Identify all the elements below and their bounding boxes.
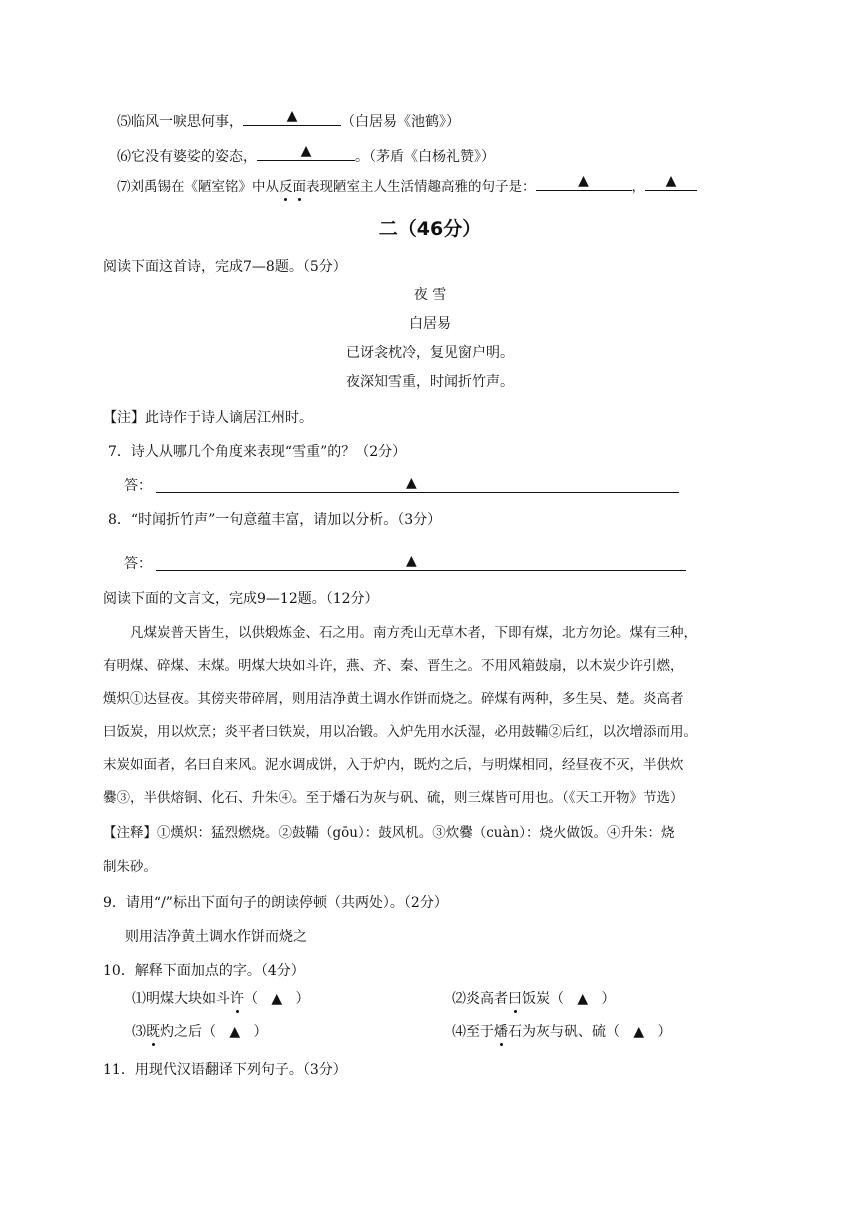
poem-line-2: 夜深知雪重，时闻折竹声。 [346,374,514,390]
item-text: ） [601,991,616,1007]
dotted-char: 燔 [494,1024,508,1040]
passage-line: 熯炽①达昼夜。其傍夹带碎屑，则用洁净黄土调水作饼而烧之。碎煤有两种，多生吴、楚。炎高者 [103,691,684,707]
passage-line: 凡煤炭普天皆生，以供煅炼金、石之用。南方秃山无草木者，下即有煤，北方勿论。煤有三种， [130,625,697,641]
question-7: 7．诗人从哪几个角度来表现“雪重”的？（2分） [108,444,407,460]
item-text: ） [657,1024,672,1040]
poem-note: 【注】此诗作于诗人谪居江州时。 [103,410,313,426]
item-text: ⑵炎高者 [452,991,508,1007]
annotation-line: 【注释】①熯炽：猛烈燃烧。②鼓鞴（gōu）：鼓风机。③炊爨（cuàn）：烧火做饭。④升朱：烧 [103,825,675,841]
poem-title: 夜 雪 [413,287,447,303]
item-text: 饭炭（ [522,991,564,1007]
fill-item-7 [117,173,697,197]
separator: ， [631,179,645,195]
answer-blank[interactable]: ▲ [243,108,341,126]
question-9-sentence: 则用洁净黄土调水作饼而烧之 [125,929,307,945]
item-text: 灼之后（ [160,1024,216,1040]
q10-item-1 [132,989,310,1009]
poem-instruction: 阅读下面这首诗，完成7—8题。（5分） [103,259,347,275]
answer-marker[interactable]: ▲ [271,991,283,1007]
answer-blank[interactable]: ▲ [536,173,632,191]
classical-instruction: 阅读下面的文言文，完成9—12题。（12分） [103,591,379,607]
answer-line[interactable] [156,492,679,493]
dotted-char: 曰 [508,991,522,1007]
dotted-char: 反 [279,179,293,195]
q10-item-3 [132,1022,268,1042]
item-5-text: ⑸临风一唳思何事， [117,114,243,130]
answer-marker: ▲ [406,475,417,491]
passage-line: 末炭如面者，名曰自来风。泥水调成饼，入于炉内，既灼之后，与明煤相同，经昼夜不灭，半供炊 [103,757,684,773]
passage-line: 曰饭炭，用以炊烹；炎平者曰铁炭，用以冶锻。入炉先用水沃湿，必用鼓鞴②后红，以次增添而用。 [103,724,697,740]
poem-line-1: 已讶衾枕冷，复见窗户明。 [346,345,514,361]
answer-blank[interactable]: ▲ [645,173,697,191]
item-text: （ [244,991,258,1007]
item-7-text-2: 表现陋室主人生活情趣高雅的句子是： [306,179,536,195]
item-text: ⑴明煤大块如斗 [132,991,230,1007]
answer-label: 答： [124,478,152,494]
item-7-text: ⑺刘禹锡在《陋室铭》中从 [117,179,279,195]
item-6-source: 。（茅盾《白杨礼赞》） [355,149,495,165]
answer-marker[interactable]: ▲ [633,1024,645,1040]
item-text: ） [295,991,310,1007]
item-6-text: ⑹它没有婆娑的姿态， [117,149,257,165]
poem-author: 白居易 [409,316,451,332]
fill-item-5 [117,108,460,132]
item-text: ⑶ [132,1024,146,1040]
q10-item-4 [452,1022,672,1042]
annotation-line: 制朱砂。 [103,859,157,875]
question-10: 10．解释下面加点的字。（4分） [103,963,305,979]
question-11: 11．用现代汉语翻译下列句子。（3分） [103,1062,347,1078]
passage-line: 有明煤、碎煤、末煤。明煤大块如斗许，燕、齐、秦、晋生之。不用风箱鼓扇，以木炭少许引燃， [103,658,684,674]
item-5-source: （白居易《池鹤》） [341,114,460,130]
passage-line: 爨③，半供熔铜、化石、升朱④。至于燔石为灰与矾、硫，则三煤皆可用也。（《天工开物》节选） [103,790,684,806]
section-heading: 二（46分） [378,218,482,240]
item-text: 石为灰与矾、硫（ [508,1024,620,1040]
q10-item-2 [452,989,616,1009]
dotted-char: 面 [292,179,306,195]
dotted-char: 许 [230,991,244,1007]
answer-marker[interactable]: ▲ [229,1024,241,1040]
dotted-char: 既 [146,1024,160,1040]
item-text: ） [253,1024,268,1040]
question-9: 9．请用“/”标出下面句子的朗读停顿（共两处）。（2分） [103,895,448,911]
answer-blank[interactable]: ▲ [257,143,355,161]
fill-item-6 [117,143,495,167]
answer-line[interactable] [156,570,686,571]
answer-marker[interactable]: ▲ [577,991,589,1007]
answer-marker: ▲ [406,553,417,569]
question-8: 8．“时闻折竹声”一句意蕴丰富，请加以分析。（3分） [108,512,442,528]
answer-label: 答： [124,556,152,572]
item-text: ⑷至于 [452,1024,494,1040]
